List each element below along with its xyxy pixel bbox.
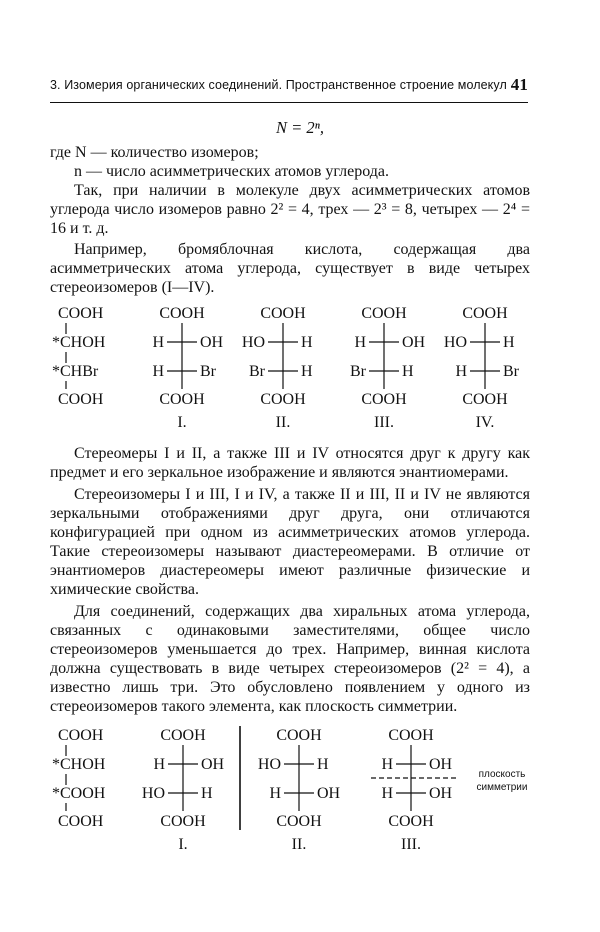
symmetry-plane-label [472,768,532,794]
figure-bromomalic-isomers [0,296,600,436]
isomer-label: III. [374,414,394,431]
isomer-label: III. [401,836,421,853]
isomer-top: COOH [462,305,508,322]
paragraph-1: Так, при наличии в молекуле двух асимметрических атомов углерода число изомеров равно 2² = 4, трех — 2³ = 8, четырех — 2⁴ = 16 и т. д. [50,182,530,237]
legend-line-1: где N — количество изомеров; [50,144,259,161]
formula-row-2: *COOH [52,785,106,802]
formula-bottom: COOH [58,813,104,830]
isomer-label: I. [178,836,188,853]
isomer-r1-left: H [381,756,393,773]
paragraph-3: Стереомеры I и II, а также III и IV относятся друг к другу как предмет и его зеркальное изображение и являются энантиомерами. [50,445,530,481]
isomer-top: COOH [160,727,206,744]
isomer-r2-left: H [381,785,393,802]
isomer-r1-left: HO [241,334,265,351]
isomer-top: COOH [159,305,205,322]
general-formula [52,727,106,830]
isomer-top: COOH [276,727,322,744]
isomer-r1-right: H [503,334,515,351]
header-rule [50,102,528,103]
isomer-r1-right: OH [429,756,453,773]
isomer-r2-left: H [455,363,467,380]
general-formula [52,305,106,408]
isomer-top: COOH [260,305,306,322]
isomer-r1-left: H [153,756,165,773]
isomer-r2-right: H [201,785,213,802]
isomer-bottom: COOH [462,391,508,408]
fischer-isomer-IV [444,305,520,431]
symmetry-label-line-2: симметрии [476,782,528,793]
isomer-r2-right: OH [429,785,453,802]
isomer-r2-left: H [152,363,164,380]
formula-row-1: *CHOH [52,756,106,773]
isomer-label: IV. [475,414,495,431]
formula-top: COOH [58,727,104,744]
isomer-bottom: COOH [160,813,206,830]
isomer-r1-left: H [354,334,366,351]
isomer-r1-right: H [317,756,329,773]
isomer-r2-left: H [269,785,281,802]
isomer-r1-right: H [301,334,313,351]
header-title: 3. Изомерия органических соединений. Пространственное строение молекул [50,78,507,92]
fischer-isomer-III [350,305,426,431]
isomer-r2-left: Br [350,363,366,380]
formula-top: COOH [58,305,104,322]
isomer-r2-right: Br [503,363,519,380]
fischer-isomer-I [152,305,223,431]
formula-row-2: *CHBr [52,363,99,380]
isomer-top: COOH [361,305,407,322]
isomer-r2-right: OH [317,785,341,802]
isomer-label: II. [275,414,291,431]
isomer-bottom: COOH [276,813,322,830]
body-text-2 [50,444,530,716]
symmetry-label-line-1: плоскость [478,769,526,780]
legend-line-2: n — число асимметрических атомов углерода. [74,163,390,180]
page-number: 41 [510,75,528,94]
isomer-label: II. [291,836,307,853]
paragraph-4: Стереоизомеры I и III, I и IV, а также II и III, II и IV не являются зеркальными отображениями друг друга, они отличаются конфигурацией при одном из асимметрических атомов углерода. Такие стереоизомеры называют диастереомерами. В отличие от энантиомеров диастереомеры имеют различные физические и химические свойства. [50,486,530,598]
isomer-count-formula: N = 2ⁿ, [276,118,324,137]
fischer-isomer-II [258,727,341,853]
formula-row-1: *CHOH [52,334,106,351]
running-header [50,75,528,94]
isomer-r1-left: HO [443,334,467,351]
fischer-isomer-II [242,305,313,431]
isomer-r1-right: OH [402,334,426,351]
isomer-r2-left: HO [141,785,165,802]
isomer-r1-left: H [152,334,164,351]
isomer-bottom: COOH [260,391,306,408]
isomer-r1-left: HO [257,756,281,773]
isomer-bottom: COOH [361,391,407,408]
paragraph-5: Для соединений, содержащих два хиральных атома углерода, связанных с одинаковыми заместителями, общее число стереоизомеров уменьшается до трех. Например, винная кислота должна существовать в виде четырех стереоизомеров (2² = 4), а известно лишь три. Это обусловлено появлением у одного из стереоизомеров такого элемента, как плоскость симметрии. [50,603,530,715]
isomer-r2-left: Br [249,363,265,380]
isomer-r1-right: OH [200,334,224,351]
isomer-top: COOH [388,727,434,744]
formula-bottom: COOH [58,391,104,408]
isomer-r1-right: OH [201,756,225,773]
formula-legend [50,143,530,297]
isomer-bottom: COOH [159,391,205,408]
isomer-bottom: COOH [388,813,434,830]
fischer-isomer-III [371,727,457,853]
isomer-r2-right: H [402,363,414,380]
isomer-r2-right: Br [200,363,216,380]
paragraph-2: Например, бромяблочная кислота, содержащая два асимметрических атома углерода, существует в виде четырех стереоизомеров (I—IV). [50,241,530,296]
isomer-r2-right: H [301,363,313,380]
isomer-label: I. [177,414,187,431]
fischer-isomer-I [142,727,225,853]
